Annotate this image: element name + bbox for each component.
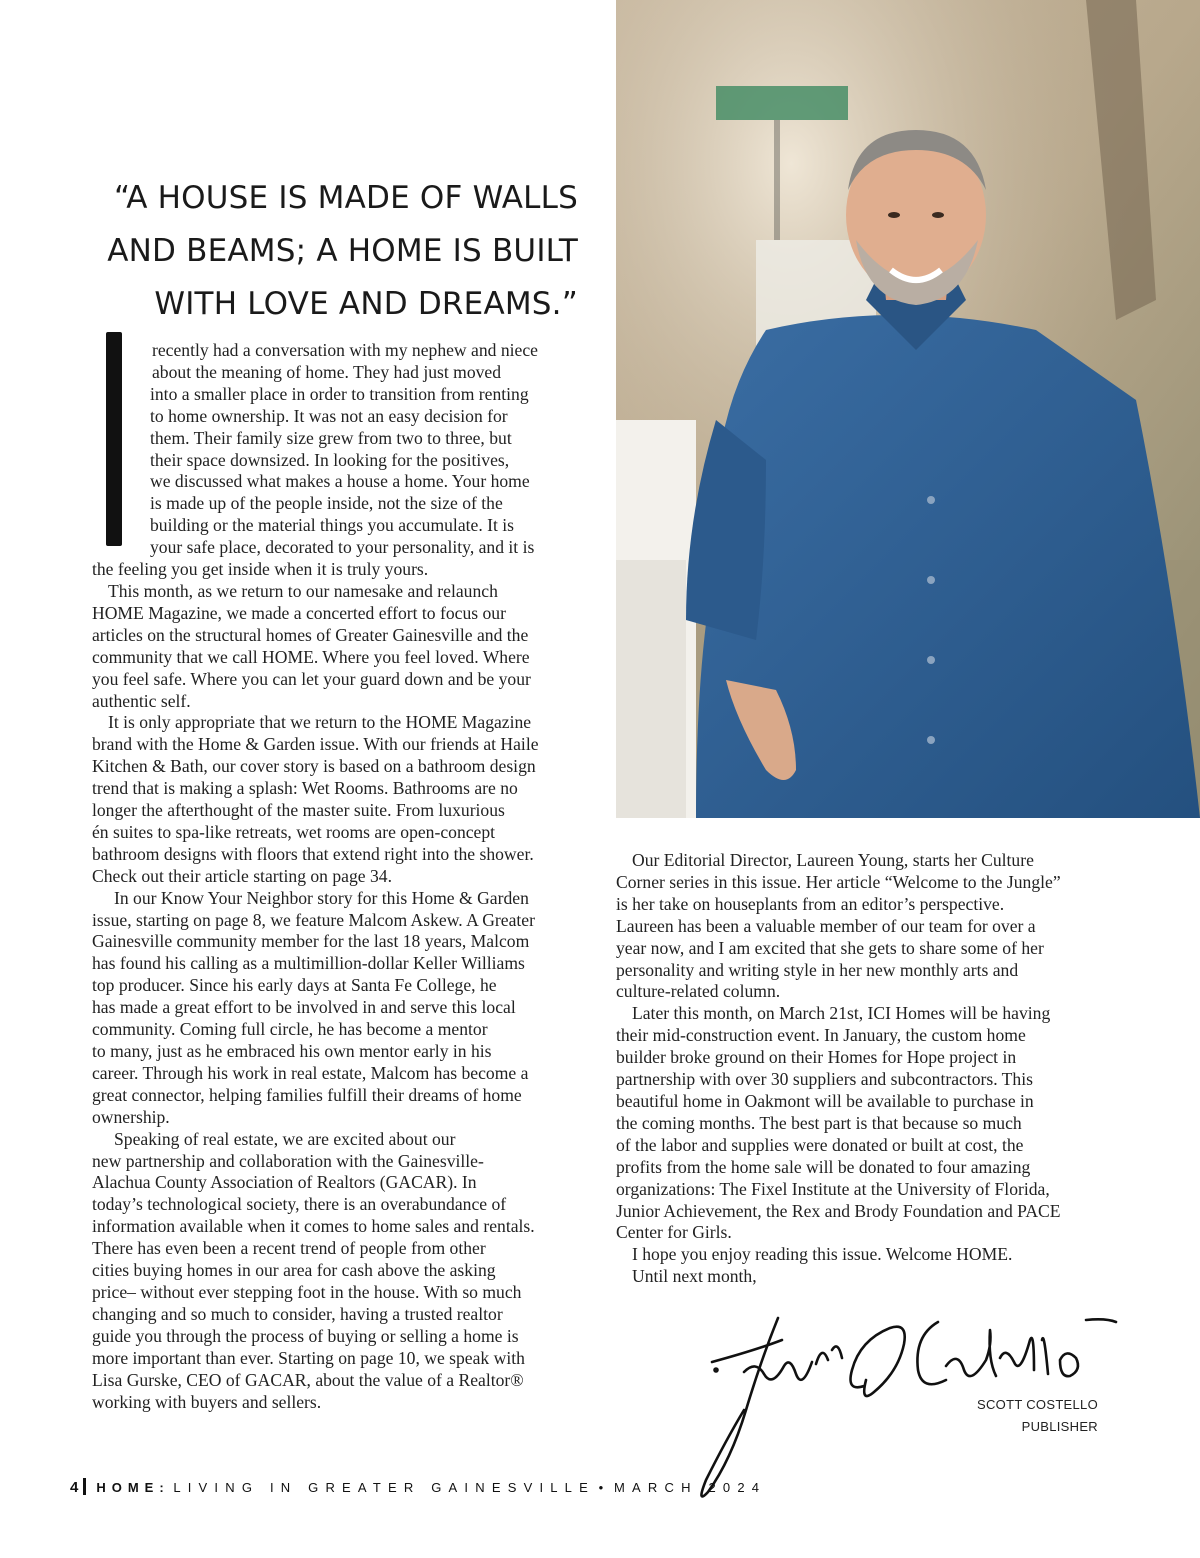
text-line: their mid-construction event. In January, the custom home <box>616 1025 1026 1046</box>
text-line: price– without ever stepping foot in the house. With so much <box>92 1281 522 1302</box>
text-line: builder broke ground on their Homes for Hope project in <box>616 1047 1017 1068</box>
text-line: In our Know Your Neighbor story for this Home & Garden <box>114 887 529 908</box>
text-line: great connector, helping families fulfill their dreams of home <box>92 1084 522 1105</box>
text-line: authentic self. <box>92 690 191 711</box>
text-line: changing and so much to consider, having a trusted realtor <box>92 1303 503 1324</box>
text-line: Junior Achievement, the Rex and Brody Foundation and PACE <box>616 1200 1061 1221</box>
page-footer <box>70 1478 766 1496</box>
text-line: you feel safe. Where you can let your guard down and be your <box>92 668 531 689</box>
text-line: information available when it comes to home sales and rentals. <box>92 1216 535 1237</box>
text-line: Alachua County Association of Realtors (GACAR). In <box>92 1172 477 1193</box>
pull-quote-line: “A HOUSE IS MADE OF WALLS <box>113 180 578 216</box>
text-line: recently had a conversation with my nephew and niece <box>152 340 538 360</box>
text-line: has found his calling as a multimillion-dollar Keller Williams <box>92 953 525 974</box>
issue-date: MARCH 2024 <box>614 1480 767 1495</box>
footer-colon: : <box>159 1480 170 1495</box>
text-line: year now, and I am excited that she gets to share some of her <box>616 937 1044 958</box>
text-line: It is only appropriate that we return to the HOME Magazine <box>108 712 532 733</box>
text-line: Corner series in this issue. Her article “Welcome to the Jungle” <box>616 871 1061 892</box>
text-line: is made up of the people inside, not the size of the <box>150 493 503 514</box>
text-line: I hope you enjoy reading this issue. Welcome HOME. <box>632 1244 1013 1265</box>
text-line: ownership. <box>92 1106 170 1127</box>
text-line: about the meaning of home. They had just moved <box>152 361 502 382</box>
text-line: beautiful home in Oakmont will be available to purchase in <box>616 1090 1034 1111</box>
text-line: There has even been a recent trend of people from other <box>92 1238 486 1259</box>
text-line: Kitchen & Bath, our cover story is based on a bathroom design <box>92 756 536 777</box>
text-line: issue, starting on page 8, we feature Malcom Askew. A Greater <box>92 909 535 930</box>
text-line: guide you through the process of buying or selling a home is <box>92 1325 519 1346</box>
text-line: personality and writing style in her new monthly arts and <box>616 959 1019 980</box>
text-line: profits from the home sale will be donated to four amazing <box>616 1156 1031 1177</box>
publisher-title: PUBLISHER <box>1021 1419 1098 1434</box>
text-line: culture-related column. <box>616 981 781 1002</box>
text-line: Check out their article starting on page 34. <box>92 865 392 886</box>
text-line: HOME Magazine, we made a concerted effort to focus our <box>92 602 506 623</box>
text-line: to many, just as he embraced his own mentor early in his <box>92 1041 492 1061</box>
magazine-name: HOME <box>96 1480 160 1495</box>
text-line: we discussed what makes a house a home. Your home <box>150 471 530 492</box>
text-line: Our Editorial Director, Laureen Young, starts her Culture <box>632 850 1034 870</box>
text-line: career. Through his work in real estate, Malcom has become a <box>92 1062 529 1083</box>
footer-tagline: LIVING IN GREATER GAINESVILLE <box>173 1480 595 1495</box>
text-line: into a smaller place in order to transition from renting <box>150 383 529 404</box>
text-line: top producer. Since his early days at Santa Fe College, he <box>92 975 497 996</box>
text-line: cities buying homes in our area for cash above the asking <box>92 1260 496 1281</box>
publisher-photo <box>616 0 1200 818</box>
text-line: more important than ever. Starting on page 10, we speak with <box>92 1347 525 1368</box>
text-line: their space downsized. In looking for the positives, <box>150 449 510 470</box>
text-line: trend that is making a splash: Wet Rooms. Bathrooms are no <box>92 778 518 799</box>
text-line: the feeling you get inside when it is truly yours. <box>92 559 429 580</box>
text-line: today’s technological society, there is an overabundance of <box>92 1194 507 1215</box>
text-line: partnership with over 30 suppliers and subcontractors. This <box>616 1069 1033 1090</box>
page-number: 4 <box>70 1479 79 1496</box>
text-line: én suites to spa-like retreats, wet rooms are open-concept <box>92 821 496 842</box>
text-line: them. Their family size grew from two to three, but <box>150 427 512 448</box>
pull-quote-line: WITH LOVE AND DREAMS.” <box>154 286 578 322</box>
publisher-name: SCOTT COSTELLO <box>977 1397 1098 1412</box>
text-line: articles on the structural homes of Greater Gainesville and the <box>92 624 529 645</box>
text-line: of the labor and supplies were donated or built at cost, the <box>616 1134 1024 1155</box>
text-line: bathroom designs with floors that extend right into the shower. <box>92 843 534 864</box>
pull-quote-line: AND BEAMS; A HOME IS BUILT <box>107 233 578 269</box>
signature-block <box>977 1394 1098 1438</box>
text-line: Speaking of real estate, we are excited about our <box>114 1128 456 1149</box>
footer-bullet: • <box>598 1480 611 1495</box>
text-line: brand with the Home & Garden issue. With our friends at Haile <box>92 734 539 755</box>
pull-quote <box>60 172 578 331</box>
text-line: has made a great effort to be involved in and serve this local <box>92 997 516 1018</box>
text-line: Later this month, on March 21st, ICI Homes will be having <box>632 1003 1051 1024</box>
text-line: community that we call HOME. Where you feel loved. Where <box>92 646 530 667</box>
text-line: Lisa Gurske, CEO of GACAR, about the value of a Realtor® <box>92 1369 524 1390</box>
left-column-text <box>92 340 592 1413</box>
text-line: new partnership and collaboration with the Gainesville- <box>92 1150 484 1171</box>
text-line: building or the material things you accumulate. It is <box>150 515 515 536</box>
text-line: your safe place, decorated to your personality, and it is <box>150 537 535 558</box>
text-line: to home ownership. It was not an easy decision for <box>150 405 508 426</box>
text-line: This month, as we return to our namesake and relaunch <box>108 580 498 601</box>
text-line: working with buyers and sellers. <box>92 1391 322 1412</box>
text-line: organizations: The Fixel Institute at the University of Florida, <box>616 1178 1050 1199</box>
footer-divider <box>83 1478 86 1495</box>
text-line: community. Coming full circle, he has become a mentor <box>92 1019 488 1040</box>
text-line: Laureen has been a valuable member of our team for over a <box>616 915 1036 936</box>
right-column-text <box>616 850 1116 1288</box>
text-line: is her take on houseplants from an editor’s perspective. <box>616 893 1005 914</box>
text-line: longer the afterthought of the master suite. From luxurious <box>92 800 505 821</box>
text-line: Center for Girls. <box>616 1222 732 1243</box>
text-line: Until next month, <box>632 1266 757 1287</box>
text-line: Gainesville community member for the last 18 years, Malcom <box>92 931 530 952</box>
text-line: the coming months. The best part is that because so much <box>616 1112 1022 1133</box>
